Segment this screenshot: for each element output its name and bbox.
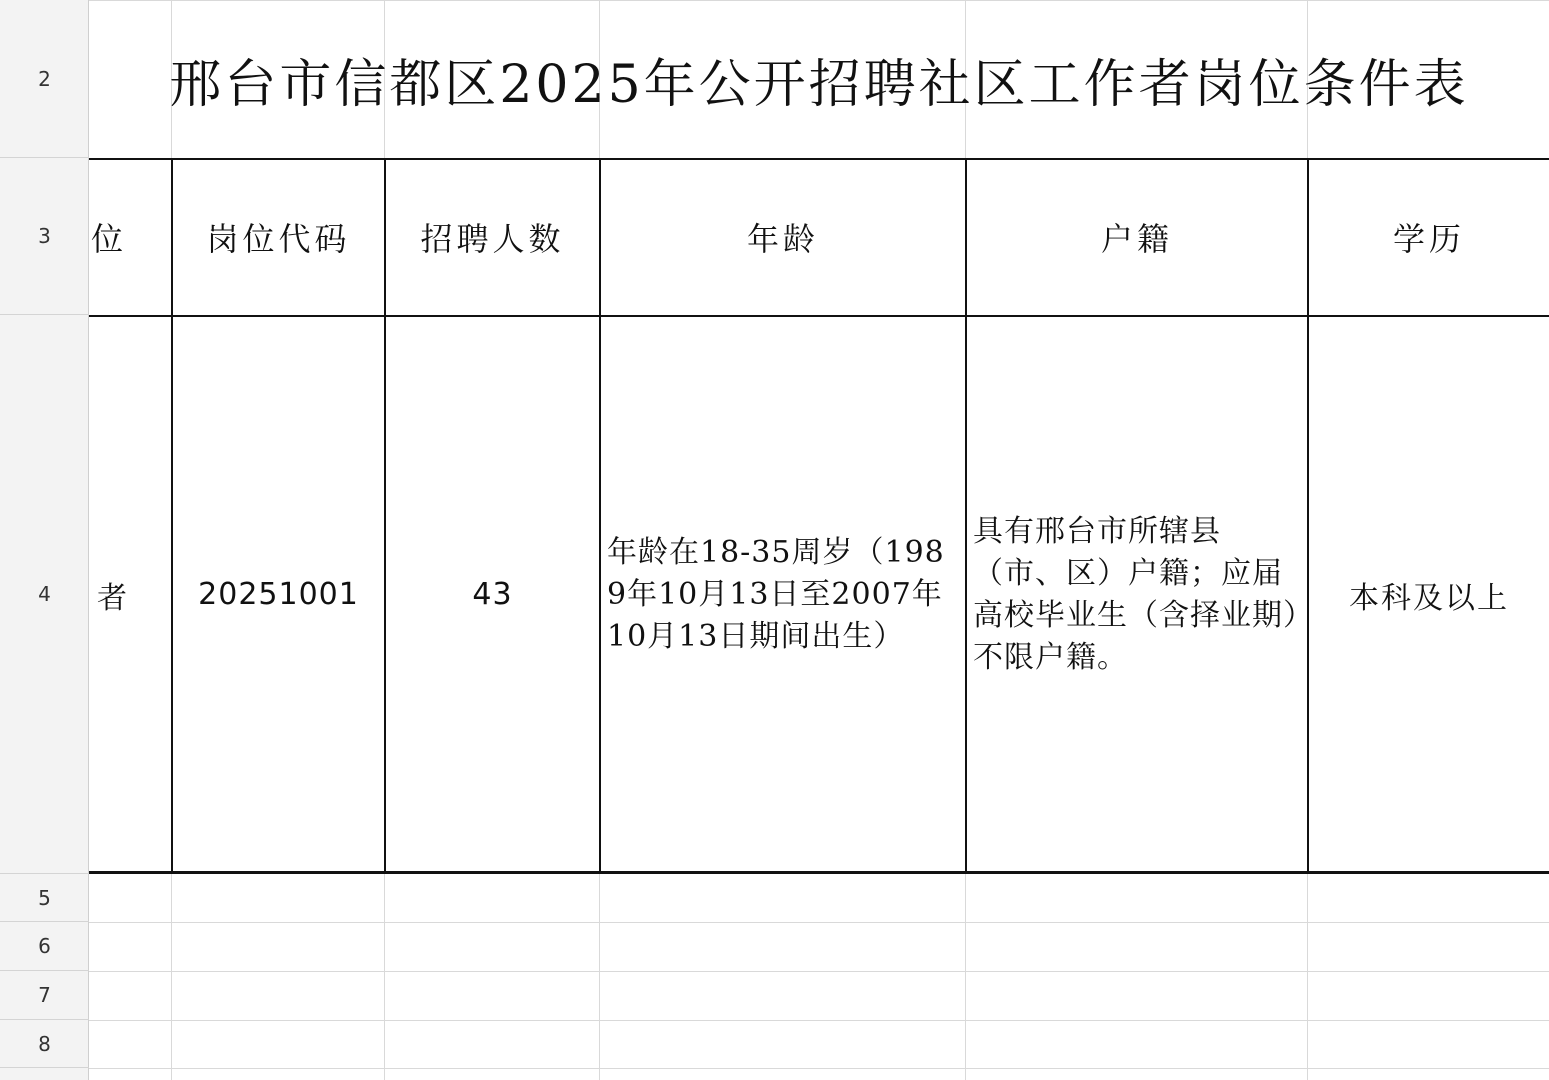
gridline xyxy=(965,874,966,1080)
data-cell-recruit-count[interactable]: 43 xyxy=(472,577,513,612)
gridline xyxy=(1307,874,1308,1080)
header-cell-position[interactable]: 位 xyxy=(91,219,128,258)
row-header-2[interactable]: 2 xyxy=(0,0,89,158)
row-header-5[interactable]: 5 xyxy=(0,874,89,922)
data-cell-position[interactable]: 者 xyxy=(97,580,129,616)
header-cell-education[interactable]: 学历 xyxy=(1392,219,1465,258)
header-cell-household[interactable]: 户籍 xyxy=(1100,219,1173,258)
row-header-8[interactable]: 8 xyxy=(0,1020,89,1068)
data-cell-household[interactable]: 具有邢台市所辖县（市、区）户籍；应届高校毕业生（含择业期）不限户籍。 xyxy=(973,513,1299,675)
gridline xyxy=(89,1068,1549,1069)
gridline xyxy=(599,874,600,1080)
header-cell-recruit-count[interactable]: 招聘人数 xyxy=(420,219,565,258)
row-header-6[interactable]: 6 xyxy=(0,922,89,971)
gridline xyxy=(171,874,172,1080)
row-header-4[interactable]: 4 xyxy=(0,315,89,874)
gridline xyxy=(89,922,1549,923)
gridline xyxy=(89,971,1549,972)
gridline xyxy=(384,874,385,1080)
header-cell-position-code[interactable]: 岗位代码 xyxy=(206,219,351,258)
row-header-3[interactable]: 3 xyxy=(0,158,89,315)
sheet-title-cell[interactable]: 邢台市信都区2025年公开招聘社区工作者岗位条件表 xyxy=(169,54,1469,115)
data-cell-education[interactable]: 本科及以上 xyxy=(1349,580,1509,616)
row-header-7[interactable]: 7 xyxy=(0,971,89,1020)
data-cell-age[interactable]: 年龄在18-35周岁（1989年10月13日至2007年10月13日期间出生） xyxy=(607,534,945,654)
header-cell-age[interactable]: 年龄 xyxy=(746,219,819,258)
gridline xyxy=(89,1020,1549,1021)
data-cell-position-code[interactable]: 20251001 xyxy=(198,577,359,612)
